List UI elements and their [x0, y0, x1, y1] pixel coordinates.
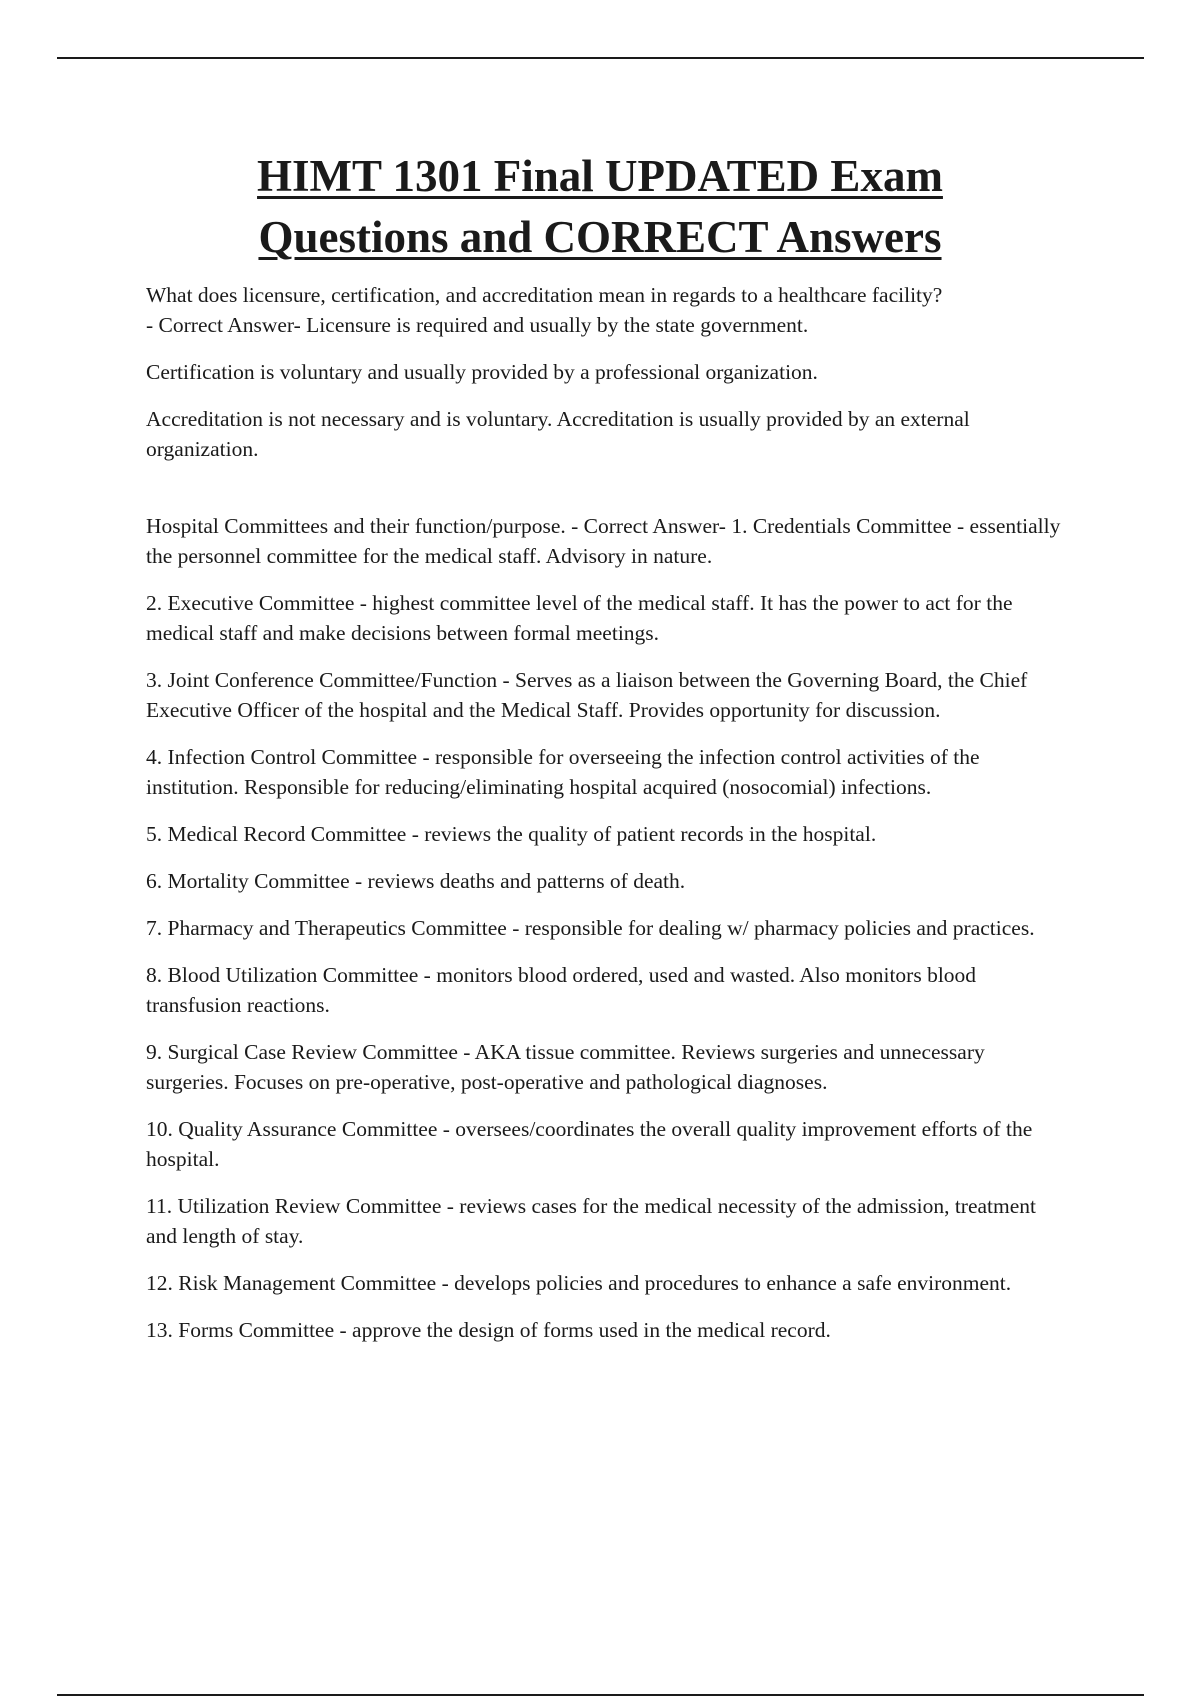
- answer-1-certification: Certification is voluntary and usually provided by a professional organization.: [146, 360, 818, 384]
- committee-item: 5. Medical Record Committee - reviews the quality of patient records in the hospital.: [146, 822, 877, 846]
- committee-item: 7. Pharmacy and Therapeutics Committee - responsible for dealing w/ pharmacy policies and practices.: [146, 916, 1035, 940]
- committee-item: 2. Executive Committee - highest committee level of the medical staff. It has the power to act for the medical staff and make decisions between formal meetings.: [146, 591, 1013, 645]
- committee-item: 3. Joint Conference Committee/Function - Serves as a liaison between the Governing Board, the Chief Executive Officer of the hospital and the Medical Staff. Provides opportunity for discussion.: [146, 668, 1028, 722]
- question-2-paragraph: Hospital Committees and their function/purpose. - Correct Answer- 1. Credentials Committee - essentially the personnel committee for the medical staff. Advisory in nature.: [146, 514, 1061, 568]
- committee-item: 13. Forms Committee - approve the design of forms used in the medical record.: [146, 1318, 831, 1342]
- answer-1-text: - Correct Answer- Licensure is required and usually by the state government.: [146, 313, 809, 337]
- committee-item: 11. Utilization Review Committee - reviews cases for the medical necessity of the admission, treatment and length of stay.: [146, 1194, 1037, 1248]
- title-line-2: Questions and CORRECT Answers: [258, 212, 942, 262]
- committee-item: 9. Surgical Case Review Committee - AKA tissue committee. Reviews surgeries and unnecessary surgeries. Focuses on pre-operative, post-operative and pathological diagnoses.: [146, 1040, 985, 1094]
- document-title: [140, 146, 1060, 268]
- committee-item: 4. Infection Control Committee - responsible for overseeing the infection control activities of the institution. Responsible for reducing/eliminating hospital acquired (nosocomial) infections.: [146, 745, 980, 799]
- top-rule: [57, 57, 1144, 59]
- document-body: [146, 280, 1066, 1362]
- question-1-text: What does licensure, certification, and accreditation mean in regards to a healthcare facility?: [146, 283, 943, 307]
- question-1-paragraph: [146, 280, 1066, 340]
- title-line-1: HIMT 1301 Final UPDATED Exam: [257, 151, 943, 201]
- committee-item: 8. Blood Utilization Committee - monitors blood ordered, used and wasted. Also monitors blood transfusion reactions.: [146, 963, 977, 1017]
- committee-item: 10. Quality Assurance Committee - oversees/coordinates the overall quality improvement efforts of the hospital.: [146, 1117, 1033, 1171]
- answer-1-accreditation: Accreditation is not necessary and is voluntary. Accreditation is usually provided by an external organization.: [146, 407, 970, 461]
- committee-item: 6. Mortality Committee - reviews deaths and patterns of death.: [146, 869, 686, 893]
- committee-item: 12. Risk Management Committee - develops policies and procedures to enhance a safe environment.: [146, 1271, 1012, 1295]
- bottom-rule: [57, 1694, 1144, 1696]
